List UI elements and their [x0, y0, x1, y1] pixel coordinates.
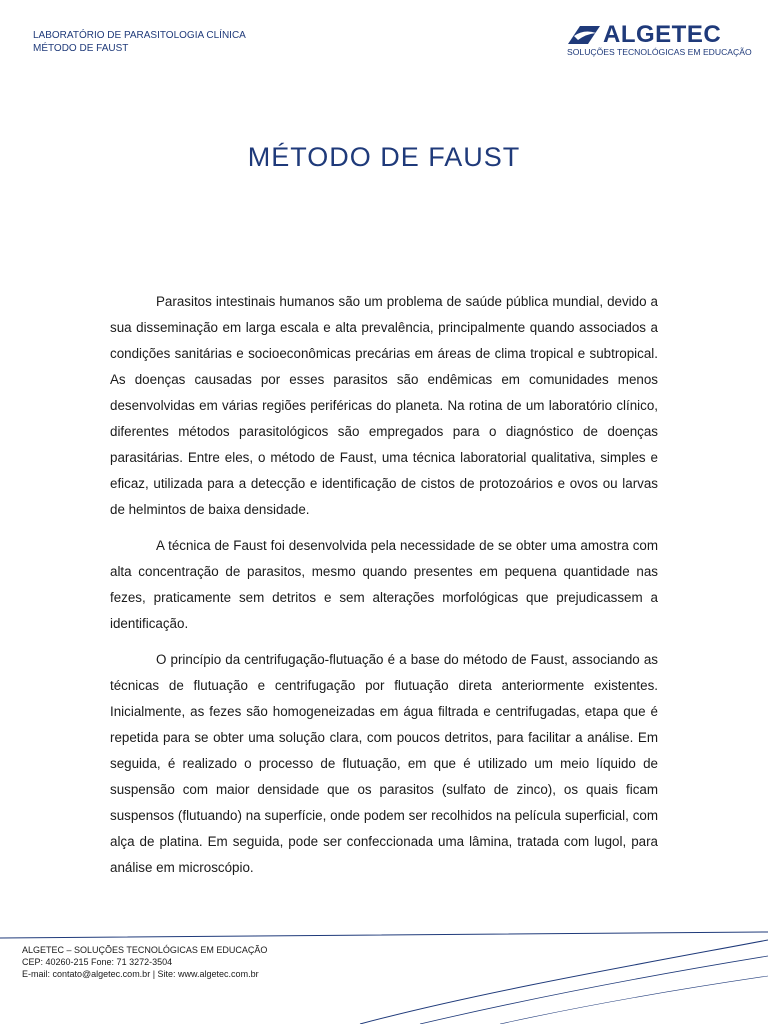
footer-contact: E-mail: contato@algetec.com.br | Site: www.algetec.com.br [22, 969, 259, 979]
header-lab-name: LABORATÓRIO DE PARASITOLOGIA CLÍNICA [33, 30, 246, 41]
footer-address: CEP: 40260-215 Fone: 71 3272-3504 [22, 957, 173, 967]
paragraph: Parasitos intestinais humanos são um problema de saúde pública mundial, devido a sua disseminação em larga escala e alta prevalência, principalmente quando associados a condições sanitárias e socioeconômicas precárias em áreas de clima tropical e subtropical. As doenças causadas por esses parasitos são endêmicas em comunidades menos desenvolvidas em várias regiões periféricas do planeta. Na rotina de um laboratório clínico, diferentes métodos parasitológicos são empregados para o diagnóstico de doenças parasitárias. Entre eles, o método de Faust, uma técnica laboratorial qualitativa, simples e eficaz, utilizada para a detecção e identificação de cistos de protozoários e ovos ou larvas de helmintos de baixa densidade. [110, 294, 658, 517]
document-body [110, 289, 658, 891]
paragraph: O princípio da centrifugação-flutuação é a base do método de Faust, associando as técnicas de flutuação e centrifugação por flutuação direta anteriormente existentes. Inicialmente, as fezes são homogeneizadas em água filtrada e centrifugadas, etapa que é repetida para se obter uma solução clara, com poucos detritos, para facilitar a análise. Em seguida, é realizado o processo de flutuação, em que é utilizado um meio líquido de suspensão com maior densidade que os parasitos (sulfato de zinco), os quais ficam suspensos (flutuando) na superfície, onde podem ser recolhidos na película superficial, com alça de platina. Em seguida, pode ser confeccionada uma lâmina, tratada com lugol, para análise em microscópio. [110, 652, 658, 875]
logo-wordmark: ALGETEC [603, 21, 722, 48]
algetec-logo-icon [566, 24, 602, 46]
page-title: MÉTODO DE FAUST [247, 142, 521, 172]
document-footer [22, 944, 267, 980]
logo-tagline: SOLUÇÕES TECNOLÓGICAS EM EDUCAÇÃO [567, 47, 752, 57]
footer-company: ALGETEC – SOLUÇÕES TECNOLÓGICAS EM EDUCAÇÃO [22, 945, 268, 955]
paragraph: A técnica de Faust foi desenvolvida pela necessidade de se obter uma amostra com alta concentração de parasitos, mesmo quando presentes em pequena quantidade nas fezes, praticamente sem detritos e sem alterações morfológicas que prejudicassem a identificação. [110, 538, 658, 631]
header-method-name: MÉTODO DE FAUST [33, 43, 129, 54]
document-header [33, 29, 246, 55]
algetec-logo [566, 21, 752, 62]
